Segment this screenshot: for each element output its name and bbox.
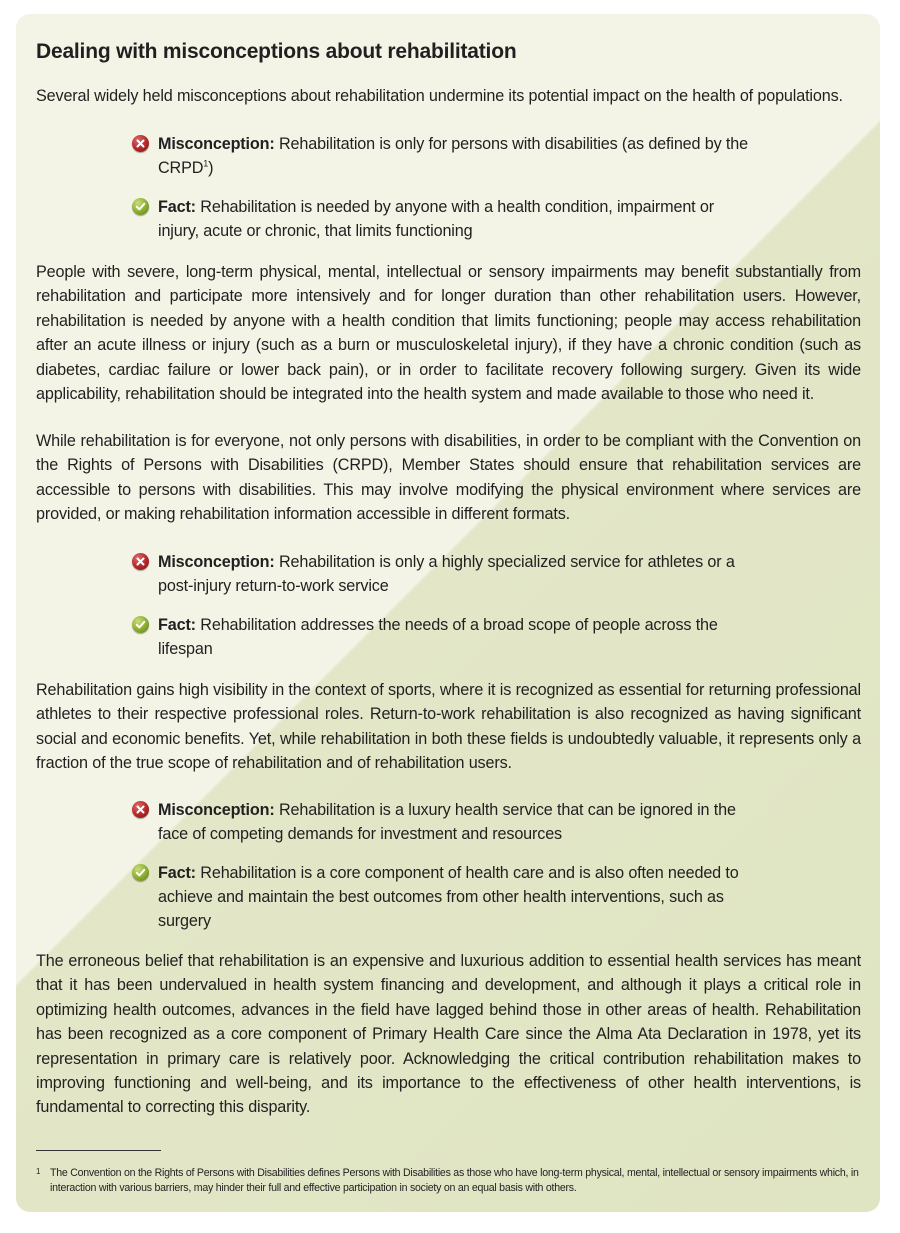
misconception-label: Misconception: [158, 135, 275, 153]
footnote-reference: 1 [203, 158, 209, 169]
cross-circle-icon [132, 553, 149, 570]
footnote-number: 1 [36, 1167, 41, 1176]
body-paragraph-2: While rehabilitation is for everyone, not only persons with disabilities, in order to be compliant with the Convention on the Rights of Persons with Disabilities (CRPD), Member States should ensure that rehabilitation services are accessible to persons with disabilities. This may involve modifying the physical environment where services are provided, or making rehabilitation information accessible in different formats. [36, 432, 861, 524]
fact-label: Fact: [158, 198, 196, 216]
check-circle-icon [132, 616, 149, 633]
fact-item [136, 613, 756, 661]
cross-circle-icon [132, 801, 149, 818]
misconception-item [136, 798, 756, 846]
info-box [16, 14, 880, 1212]
fact-item [136, 861, 756, 933]
fact-label: Fact: [158, 864, 196, 882]
cross-circle-icon [132, 135, 149, 152]
fact-text: Rehabilitation is a core component of health care and is also often needed to achieve and maintain the best outcomes from other health interventions, such as surgery [158, 864, 739, 930]
check-circle-icon [132, 198, 149, 215]
misconception-item [136, 550, 756, 598]
misconception-fact-pair-1 [136, 132, 756, 243]
fact-text: Rehabilitation addresses the needs of a broad scope of people across the lifespan [158, 616, 718, 658]
box-title: Dealing with misconceptions about rehabilitation [36, 40, 517, 63]
fact-item [136, 195, 756, 243]
fact-label: Fact: [158, 616, 196, 634]
body-paragraph-1: People with severe, long-term physical, mental, intellectual or sensory impairments may benefit substantially from rehabilitation and participate more intensively and for longer duration than other rehabilitation users. However, rehabilitation is needed by anyone with a health condition that limits functioning; people may access rehabilitation after an acute illness or injury (such as a burn or musculoskeletal injury), if they have a chronic condition (such as diabetes, cardiac failure or lower back pain), or in order to facilitate recovery following surgery. Given its wide applicability, rehabilitation should be integrated into the health system and made available to those who need it. [36, 263, 861, 404]
intro-paragraph: Several widely held misconceptions about rehabilitation undermine its potential impact on the health of populations. [36, 87, 843, 105]
misconception-item [136, 132, 756, 180]
misconception-text: Rehabilitation is a luxury health service that can be ignored in the face of competing demands for investment and resources [158, 801, 736, 843]
body-paragraph-3: Rehabilitation gains high visibility in the context of sports, where it is recognized as essential for returning professional athletes to their respective professional roles. Return-to-work rehabilitation is also recognized as having significant social and economic benefits. Yet, while rehabilitation in both these fields is undoubtedly valuable, it represents only a fraction of the true scope of rehabilitation and of rehabilitation users. [36, 681, 861, 773]
footnote-text: The Convention on the Rights of Persons with Disabilities defines Persons with Disabilities as those who have long-term physical, mental, intellectual or sensory impairments which, in interaction with various barriers, may hinder their full and effective participation in society on an equal basis with others. [50, 1167, 859, 1194]
body-paragraph-4: The erroneous belief that rehabilitation is an expensive and luxurious addition to essential health services has meant that it has been undervalued in health system financing and development, and although it plays a critical role in optimizing health outcomes, advances in the field have lagged behind those in other areas of health. Rehabilitation has been recognized as a core component of Primary Health Care since the Alma Ata Declaration in 1978, yet its representation in primary care is relatively poor. Acknowledging the critical contribution rehabilitation makes to improving functioning and well-being, and its importance to the effectiveness of other health interventions, is fundamental to correcting this disparity. [36, 952, 861, 1117]
footnote [36, 1166, 866, 1196]
misconception-label: Misconception: [158, 801, 275, 819]
misconception-label: Misconception: [158, 553, 275, 571]
check-circle-icon [132, 864, 149, 881]
misconception-text: Rehabilitation is only for persons with disabilities (as defined by the CRPD [158, 135, 748, 177]
fact-text: Rehabilitation is needed by anyone with a health condition, impairment or injury, acute or chronic, that limits functioning [158, 198, 714, 240]
footnote-divider [36, 1150, 161, 1151]
misconception-text: Rehabilitation is only a highly specialized service for athletes or a post-injury return-to-work service [158, 553, 735, 595]
misconception-fact-pair-2 [136, 550, 756, 661]
misconception-fact-pair-3 [136, 798, 756, 933]
misconception-text-end: ) [208, 159, 214, 177]
